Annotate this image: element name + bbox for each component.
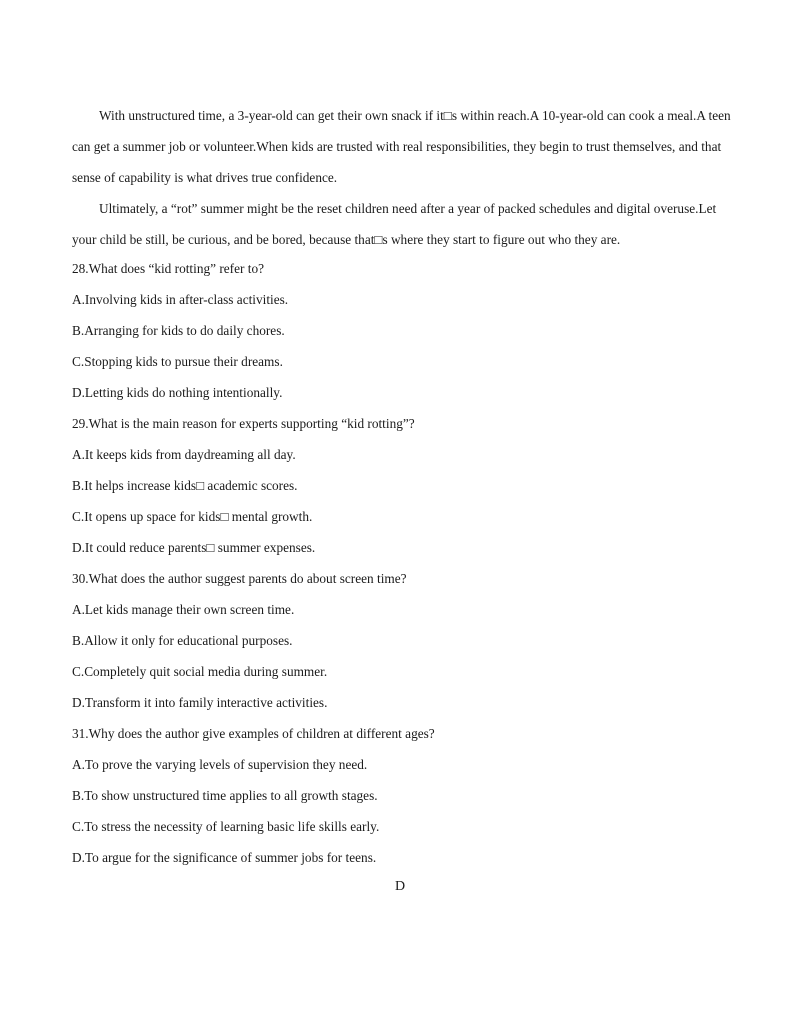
question-30-stem: 30.What does the author suggest parents do about screen time? — [72, 571, 407, 586]
question-29-option-a: A.It keeps kids from daydreaming all day. — [72, 447, 296, 462]
question-28-option-a: A.Involving kids in after-class activities. — [72, 292, 289, 307]
section-heading-d: D — [394, 879, 406, 894]
question-29-option-b: B.It helps increase kids□ academic scores. — [72, 478, 298, 493]
question-31-option-a: A.To prove the varying levels of supervision they need. — [72, 757, 368, 772]
question-28-option-d: D.Letting kids do nothing intentionally. — [72, 385, 283, 400]
question-30-option-c: C.Completely quit social media during summer. — [72, 664, 328, 679]
question-29-option-d: D.It could reduce parents□ summer expenses. — [72, 540, 316, 555]
question-28-option-b: B.Arranging for kids to do daily chores. — [72, 323, 285, 338]
question-31-option-c: C.To stress the necessity of learning basic life skills early. — [72, 819, 380, 834]
question-29-option-c: C.It opens up space for kids□ mental growth. — [72, 509, 313, 524]
question-30-option-b: B.Allow it only for educational purposes. — [72, 633, 293, 648]
question-29-stem: 29.What is the main reason for experts supporting “kid rotting”? — [72, 416, 415, 431]
question-31-option-d: D.To argue for the significance of summer jobs for teens. — [72, 850, 377, 865]
question-30-option-d: D.Transform it into family interactive activities. — [72, 695, 328, 710]
passage-paragraph-2: Ultimately, a “rot” summer might be the reset children need after a year of packed schedules and digital overuse.Let your child be still, be curious, and be bored, because that□s where they start to figure out who they are. — [72, 201, 717, 247]
question-28-stem: 28.What does “kid rotting” refer to? — [72, 261, 264, 276]
question-28-option-c: C.Stopping kids to pursue their dreams. — [72, 354, 283, 369]
question-31-option-b: B.To show unstructured time applies to all growth stages. — [72, 788, 378, 803]
passage-paragraph-1: With unstructured time, a 3-year-old can get their own snack if it□s within reach.A 10-year-old can cook a meal.A teen can get a summer job or volunteer.When kids are trusted with real responsibilities, they begin to trust themselves, and that sense of capability is what drives true confidence. — [72, 108, 731, 185]
question-30-option-a: A.Let kids manage their own screen time. — [72, 602, 295, 617]
question-31-stem: 31.Why does the author give examples of children at different ages? — [72, 726, 435, 741]
